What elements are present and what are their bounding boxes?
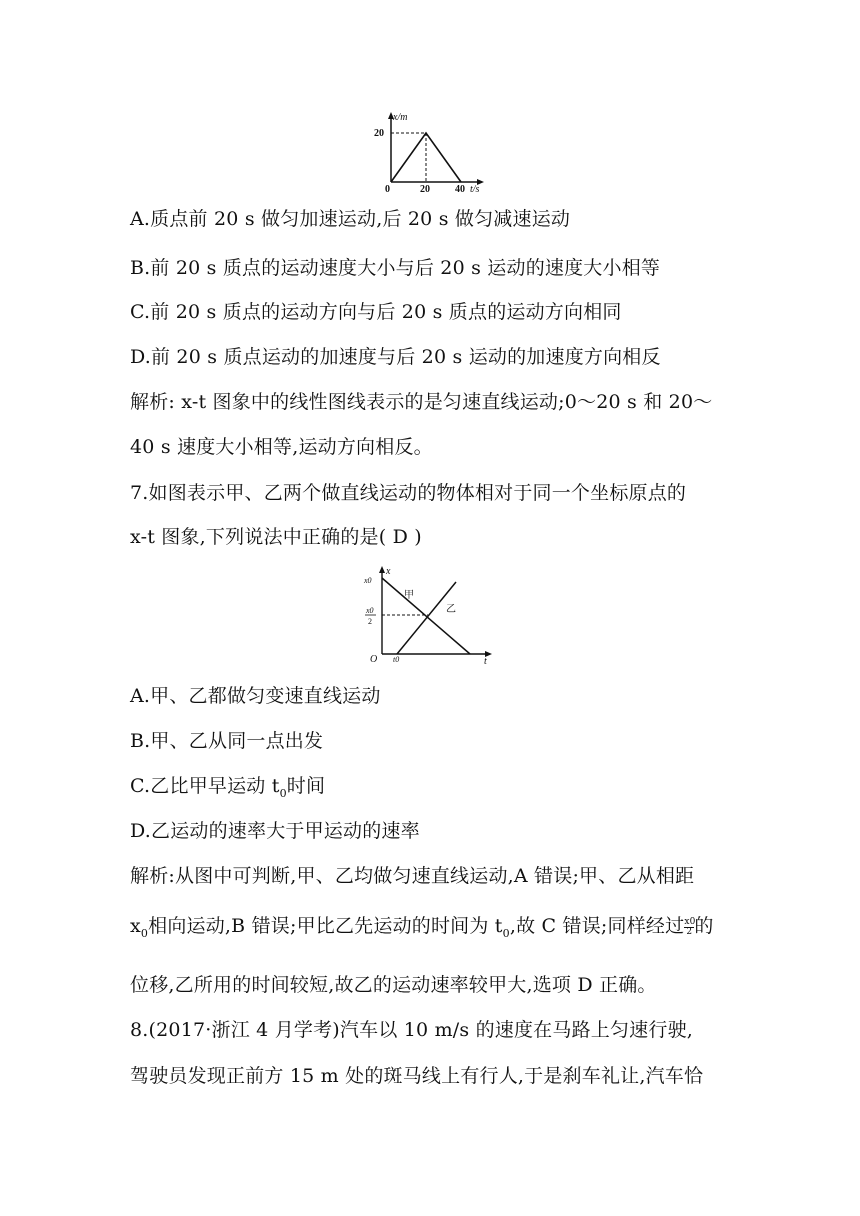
q7-option-b: B.甲、乙从同一点出发 <box>130 730 324 752</box>
fraction-numerator: x0 <box>684 916 696 927</box>
origin-label: 0 <box>385 184 390 192</box>
q7-analysis-line-1: 解析:从图中可判断,甲、乙均做匀速直线运动,A 错误;甲、乙从相距 <box>130 865 695 887</box>
label-jia: 甲 <box>404 590 414 601</box>
y-tick-half-numerator: x0 <box>366 606 374 615</box>
x-tick-20: 20 <box>420 184 430 192</box>
fraction-denominator: 2 <box>686 926 693 937</box>
analysis-text-c: ,故 C 错误;同样经过 <box>509 915 685 937</box>
label-yi: 乙 <box>446 604 456 615</box>
jia-line <box>382 578 470 654</box>
q6-option-d: D.前 20 s 质点运动的加速度与后 20 s 运动的加速度方向相反 <box>130 346 661 368</box>
q7-option-c-sub: 0 <box>279 786 287 800</box>
x-tick-t0: t0 <box>393 655 400 664</box>
q7-option-a: A.甲、乙都做匀变速直线运动 <box>130 685 381 707</box>
q6-option-a: A.质点前 20 s 做匀加速运动,后 20 s 做匀减速运动 <box>130 208 571 230</box>
q7-stem-line-1: 7.如图表示甲、乙两个做直线运动的物体相对于同一个坐标原点的 <box>130 482 687 504</box>
q6-option-c: C.前 20 s 质点的运动方向与后 20 s 质点的运动方向相同 <box>130 301 622 323</box>
analysis-text-d: 的 <box>694 915 714 937</box>
y-axis-arrow <box>379 566 385 573</box>
x-tick-40: 40 <box>455 184 465 192</box>
analysis-fraction <box>684 918 694 937</box>
x-axis-label: t/s <box>470 184 480 192</box>
y-axis-label: x <box>386 566 391 577</box>
y-tick-half-denominator: 2 <box>368 617 372 626</box>
y-tick-20: 20 <box>374 128 384 139</box>
q7-option-c-text: C.乙比甲早运动 t <box>130 775 280 797</box>
x-axis-label: t <box>484 656 487 666</box>
analysis-x: x <box>130 915 141 937</box>
figure-1-xt-graph <box>370 108 490 192</box>
q7-analysis-line-2 <box>130 911 714 940</box>
y-tick-x0: x0 <box>364 576 372 585</box>
q6-analysis-line-1: 解析: x-t 图象中的线性图线表示的是匀速直线运动;0～20 s 和 20～ <box>130 391 713 413</box>
q6-option-b: B.前 20 s 质点的运动速度大小与后 20 s 运动的速度大小相等 <box>130 257 661 279</box>
q8-line-1: 8.(2017·浙江 4 月学考)汽车以 10 m/s 的速度在马路上匀速行驶, <box>130 1019 694 1041</box>
q7-option-d: D.乙运动的速率大于甲运动的速率 <box>130 820 420 842</box>
q6-analysis-line-2: 40 s 速度大小相等,运动方向相反。 <box>130 436 433 458</box>
analysis-text-b: 相向运动,B 错误;甲比乙先运动的时间为 t <box>148 915 503 937</box>
analysis-x-sub: 0 <box>140 926 149 940</box>
q7-analysis-line-3: 位移,乙所用的时间较短,故乙的运动速率较甲大,选项 D 正确。 <box>130 974 657 996</box>
q8-line-2: 驾驶员发现正前方 15 m 处的斑马线上有行人,于是刹车礼让,汽车恰 <box>130 1065 704 1087</box>
figure-2-xt-graph <box>360 562 500 666</box>
q7-option-c <box>130 771 325 800</box>
analysis-t-sub: 0 <box>502 926 510 940</box>
q7-option-c-tail: 时间 <box>286 775 326 797</box>
origin-label: O <box>370 654 378 665</box>
y-axis-label: x/m <box>393 112 408 123</box>
q7-stem-line-2: x-t 图象,下列说法中正确的是( D ) <box>130 526 422 548</box>
